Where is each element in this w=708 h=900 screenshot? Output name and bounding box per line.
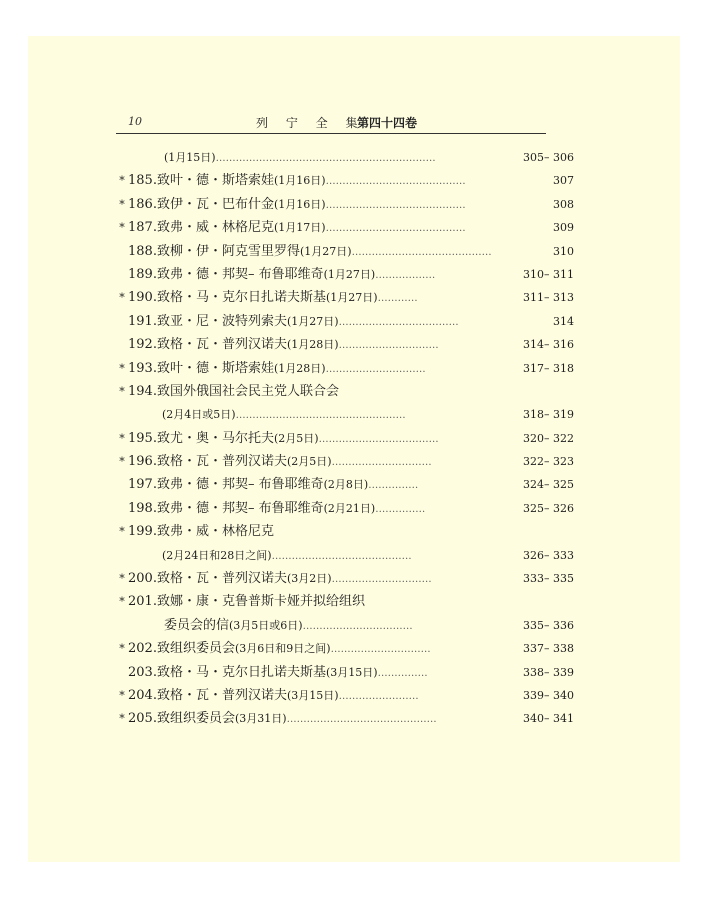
entry-pages: 326– 333 [523, 548, 574, 562]
entry-title: 致柳・伊・阿克雪里罗得 [156, 243, 300, 259]
entry-leader-dots: …………………………………………… [235, 410, 406, 422]
toc-entry-text [116, 590, 365, 613]
entry-leader-dots: ………………………… [330, 644, 431, 656]
entry-title: 致国外俄国社会民主党人联合会 [156, 383, 339, 399]
book-title: 列 宁 全 集 [256, 116, 365, 130]
toc-entry-text [116, 707, 437, 731]
toc-entry-text [116, 216, 466, 240]
entry-pages: 314 [553, 314, 574, 328]
entry-leader-dots: …………………………………… [325, 176, 466, 188]
entry-leader-dots: ………………………………………………………… [215, 153, 436, 164]
entry-number: 198. [128, 500, 157, 516]
toc-entry-text [116, 240, 492, 264]
toc-entry-text [116, 357, 426, 381]
entry-date: (1月28日) [273, 361, 326, 375]
toc-entry-text [116, 450, 432, 474]
toc-entry-text [116, 169, 466, 193]
entry-number: 193. [128, 360, 157, 376]
entry-title: 致格・瓦・普列汉诺夫 [156, 687, 287, 703]
entry-star-marker: * [119, 431, 125, 445]
entry-number: 187. [128, 220, 157, 236]
entry-title: 委员会的信 [164, 617, 230, 633]
entry-number: 205. [128, 711, 157, 727]
entry-star-marker: * [119, 384, 125, 398]
entry-title: 致叶・德・斯塔索娃 [156, 360, 274, 376]
entry-number: 202. [128, 641, 157, 657]
toc-entry-text [116, 473, 418, 497]
entry-pages: 314– 316 [523, 338, 574, 352]
toc-entry [116, 684, 574, 707]
entry-title: 致弗・德・邦契– 布鲁耶维奇 [156, 477, 324, 493]
toc-entry [116, 637, 574, 660]
entry-title: 致格・瓦・普列汉诺夫 [156, 454, 287, 470]
entry-leader-dots: …………………………… [302, 620, 413, 632]
entry-number: 194. [128, 383, 157, 399]
entry-number: 200. [128, 571, 157, 587]
toc-entry-text [116, 427, 439, 451]
entry-leader-dots: ………………………… [331, 457, 432, 469]
toc-entry [116, 310, 574, 333]
entry-title: 致格・马・克尔日扎诺夫斯基 [156, 290, 326, 306]
entry-date: (1月27日) [323, 267, 376, 281]
toc-entry [116, 450, 574, 473]
toc-entry [116, 240, 574, 263]
entry-date: (2月4日或5日) [162, 408, 236, 422]
entry-date: (2月8日) [323, 478, 369, 492]
entry-pages: 325– 326 [523, 501, 574, 515]
entry-title: 致娜・康・克鲁普斯卡娅并拟给组织 [156, 594, 365, 610]
toc-entry [116, 614, 574, 637]
toc-entry [116, 427, 574, 450]
entry-pages: 317– 318 [523, 361, 574, 375]
toc-entry-text [116, 497, 425, 521]
entry-star-marker: * [119, 525, 125, 539]
entry-date: (2月5日) [273, 431, 319, 445]
entry-leader-dots: …………………………………… [325, 223, 466, 235]
toc-entry [116, 263, 574, 286]
toc-entry [116, 357, 574, 380]
entry-date: (1月17日) [273, 221, 326, 235]
entry-pages: 309 [553, 221, 574, 235]
entry-number: 201. [128, 594, 157, 610]
entry-number: 199. [128, 524, 157, 540]
toc-entry-text [116, 661, 428, 685]
entry-title: 致弗・威・林格尼克 [156, 524, 274, 540]
entry-number: 188. [128, 243, 157, 259]
entry-star-marker: * [119, 455, 125, 469]
entry-leader-dots: …………… [368, 480, 419, 492]
entry-pages: 322– 323 [523, 455, 574, 469]
entry-date: (1月27日) [286, 314, 339, 328]
entry-leader-dots: ……………… [375, 269, 436, 281]
entry-title: 致弗・德・邦契– 布鲁耶维奇 [156, 266, 324, 282]
entry-number: 189. [128, 266, 157, 282]
entry-date: (3月2日) [286, 572, 332, 586]
entry-number: 191. [128, 313, 157, 329]
toc-entry [116, 146, 574, 169]
entry-title: 致叶・德・斯塔索娃 [156, 173, 274, 189]
entry-leader-dots: ……………………………… [338, 316, 459, 328]
entry-title: 致尤・奥・马尔托夫 [156, 430, 274, 446]
toc-entry-text [162, 403, 406, 427]
entry-pages: 338– 339 [523, 665, 574, 679]
entry-star-marker: * [119, 572, 125, 586]
entry-leader-dots: …………………………………… [325, 199, 466, 211]
toc-entry [116, 286, 574, 309]
toc-entry [116, 567, 574, 590]
toc-entry-text [116, 567, 432, 591]
entry-date: (3月15日) [286, 688, 339, 702]
entry-number: 203. [128, 664, 157, 680]
entry-date: (1月27日) [325, 291, 378, 305]
toc-entry-text [116, 286, 418, 310]
toc-entry [116, 216, 574, 239]
toc-entry [116, 169, 574, 192]
entry-leader-dots: …………………………………… [271, 550, 412, 562]
entry-number: 192. [128, 337, 157, 353]
toc-entry [116, 544, 574, 567]
table-of-contents [116, 146, 574, 731]
toc-entry-text [162, 544, 412, 568]
entry-title: 致弗・德・邦契– 布鲁耶维奇 [156, 500, 324, 516]
entry-number: 196. [128, 454, 157, 470]
entry-title: 致组织委员会 [156, 641, 235, 657]
entry-date: (3月15日) [325, 665, 378, 679]
toc-entry-text [116, 193, 466, 217]
entry-pages: 333– 335 [523, 572, 574, 586]
entry-leader-dots: ……………………………… [318, 433, 439, 445]
entry-number: 185. [128, 173, 157, 189]
entry-leader-dots: …………………… [338, 690, 419, 702]
entry-date: (3月31日) [234, 712, 287, 726]
entry-title: 致亚・尼・波特列索夫 [156, 313, 287, 329]
entry-date: (2月21日) [323, 501, 376, 515]
toc-entry [116, 403, 574, 426]
toc-entry [116, 497, 574, 520]
entry-number: 197. [128, 477, 157, 493]
entry-star-marker: * [119, 595, 125, 609]
entry-star-marker: * [119, 174, 125, 188]
toc-entry [116, 193, 574, 216]
toc-entry-text [116, 310, 459, 334]
entry-star-marker: * [119, 291, 125, 305]
entry-pages: 311– 313 [523, 291, 574, 305]
entry-star-marker: * [119, 642, 125, 656]
entry-pages: 324– 325 [523, 478, 574, 492]
toc-entry [116, 473, 574, 496]
toc-entry-text [116, 520, 274, 543]
entry-leader-dots: ………………………… [331, 574, 432, 586]
entry-leader-dots: ………………………… [325, 363, 426, 375]
entry-pages: 310– 311 [523, 267, 574, 281]
entry-number: 204. [128, 687, 157, 703]
toc-entry [116, 661, 574, 684]
entry-leader-dots: …………… [375, 503, 426, 515]
entry-pages: 308 [553, 197, 574, 211]
entry-pages: 335– 336 [523, 618, 574, 632]
entry-pages: 340– 341 [523, 712, 574, 726]
toc-entry-text [164, 614, 413, 638]
entry-star-marker: * [119, 688, 125, 702]
toc-entry [116, 333, 574, 356]
entry-date: (1月15日) [164, 151, 216, 164]
entry-title: 致格・马・克尔日扎诺夫斯基 [156, 664, 326, 680]
running-header [116, 113, 546, 134]
entry-title: 致组织委员会 [156, 711, 235, 727]
toc-entry-text [116, 380, 339, 403]
volume-label: 第四十四卷 [357, 116, 418, 130]
toc-entry [116, 590, 574, 613]
entry-date: (2月24日和28日之间) [162, 548, 272, 562]
entry-date: (1月28日) [286, 338, 339, 352]
toc-entry [116, 707, 574, 730]
entry-date: (1月16日) [273, 174, 326, 188]
entry-title: 致格・瓦・普列汉诺夫 [156, 571, 287, 587]
toc-entry [116, 520, 574, 543]
toc-entry-text [116, 684, 419, 708]
toc-entry-text [116, 263, 435, 287]
page-number: 10 [128, 115, 142, 128]
toc-entry-text [116, 637, 431, 661]
entry-number: 186. [128, 196, 157, 212]
toc-entry-text [164, 146, 436, 170]
entry-pages: 310 [553, 244, 574, 258]
entry-leader-dots: ……………………………………… [286, 714, 437, 726]
entry-pages: 320– 322 [523, 431, 574, 445]
entry-star-marker: * [119, 197, 125, 211]
entry-star-marker: * [119, 221, 125, 235]
entry-number: 190. [128, 290, 157, 306]
entry-leader-dots: ………………………… [338, 340, 439, 352]
entry-leader-dots: ………… [377, 293, 418, 305]
entry-pages: 318– 319 [523, 408, 574, 422]
entry-pages: 339– 340 [523, 688, 574, 702]
entry-pages: 337– 338 [523, 642, 574, 656]
entry-date: (3月5日或6日) [229, 618, 303, 632]
entry-date: (1月27日) [299, 244, 352, 258]
entry-leader-dots: …………… [377, 667, 428, 679]
entry-title: 致弗・威・林格尼克 [156, 220, 274, 236]
entry-leader-dots: …………………………………… [351, 246, 492, 258]
entry-date: (1月16日) [273, 197, 326, 211]
entry-title: 致格・瓦・普列汉诺夫 [156, 337, 287, 353]
entry-star-marker: * [119, 712, 125, 726]
toc-entry-text [116, 333, 439, 357]
entry-pages: 307 [553, 174, 574, 188]
entry-title: 致伊・瓦・巴布什金 [156, 196, 274, 212]
toc-entry [116, 380, 574, 403]
entry-date: (3月6日和9日之间) [234, 642, 331, 656]
entry-star-marker: * [119, 361, 125, 375]
entry-date: (2月5日) [286, 455, 332, 469]
entry-number: 195. [128, 430, 157, 446]
entry-pages: 305– 306 [523, 151, 574, 164]
